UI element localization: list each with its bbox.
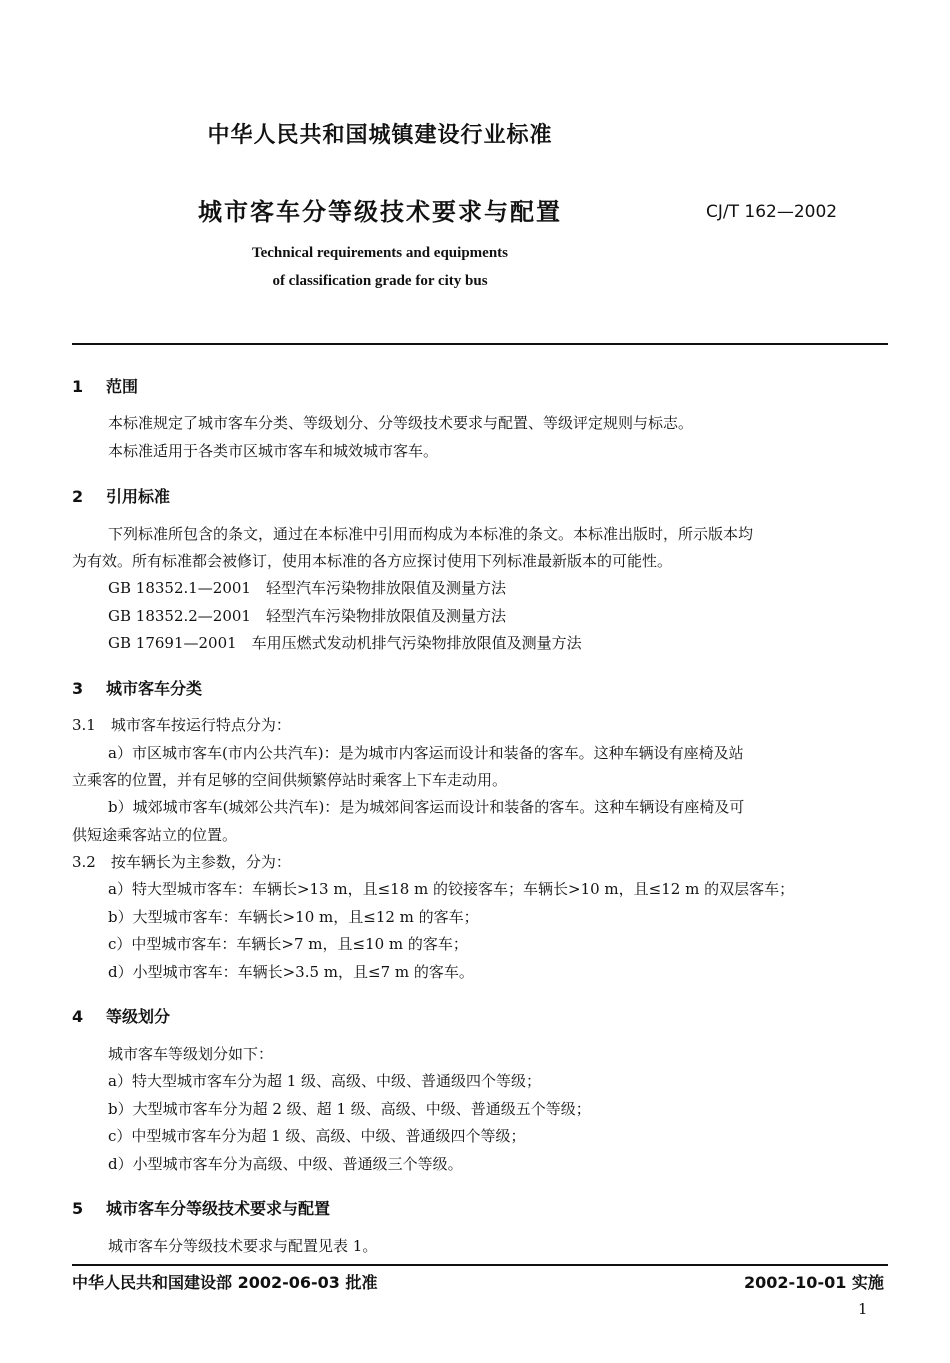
list-item: d）小型城市客车分为高级、中级、普通级三个等级。 <box>108 1155 463 1173</box>
section-4-intro: 城市客车等级划分如下： <box>108 1045 274 1063</box>
list-item: b）大型城市客车：车辆长>10 m，且≤12 m 的客车； <box>108 908 479 926</box>
clause-3-1-a-line-1: a）市区城市客车(市内公共汽车)：是为城市内客运而设计和装备的客车。这种车辆设有座椅及站 <box>108 744 744 762</box>
section-2-intro-line-2: 为有效。所有标准都会被修订，使用本标准的各方应探讨使用下列标准最新版本的可能性。 <box>72 552 673 570</box>
list-item: c）中型城市客车分为超 1 级、高级、中级、普通级四个等级； <box>108 1127 526 1145</box>
standard-code: CJ/T 162—2002 <box>706 202 838 222</box>
reference-item: GB 18352.2—2001 轻型汽车污染物排放限值及测量方法 <box>108 607 506 625</box>
clause-3-1-b-line-2: 供短途乘客站立的位置。 <box>72 826 238 844</box>
clause-3-1-b-line-1: b）城郊城市客车(城郊公共汽车)：是为城郊间客运而设计和装备的客车。这种车辆设有座椅及可 <box>108 798 745 816</box>
approval-info: 中华人民共和国建设部 2002-06-03 批准 <box>72 1273 378 1292</box>
section-3-heading: 3 城市客车分类 <box>72 679 203 698</box>
standard-category: 中华人民共和国城镇建设行业标准 <box>207 123 553 148</box>
section-1-paragraph-1: 本标准规定了城市客车分类、等级划分、分等级技术要求与配置、等级评定规则与标志。 <box>108 414 694 432</box>
clause-3-1: 3.1 城市客车按运行特点分为： <box>72 716 291 734</box>
section-1-paragraph-2: 本标准适用于各类市区城市客车和城效城市客车。 <box>108 442 439 460</box>
section-2-heading: 2 引用标准 <box>72 487 171 506</box>
list-item: a）特大型城市客车分为超 1 级、高级、中级、普通级四个等级； <box>108 1072 542 1090</box>
list-item: c）中型城市客车：车辆长>7 m，且≤10 m 的客车； <box>108 935 468 953</box>
effective-date: 2002-10-01 实施 <box>744 1273 884 1292</box>
list-item: a）特大型城市客车：车辆长>13 m，且≤18 m 的铰接客车；车辆长>10 m，且≤12 m 的双层客车； <box>108 880 795 898</box>
section-2-intro-line-1: 下列标准所包含的条文，通过在本标准中引用而构成为本标准的条文。本标准出版时，所示版本均 <box>108 525 754 543</box>
english-title-line-1: Technical requirements and equipments <box>251 245 508 261</box>
section-5-paragraph: 城市客车分等级技术要求与配置见表 1。 <box>108 1237 378 1255</box>
bottom-divider <box>72 1264 888 1266</box>
clause-3-1-a-line-2: 立乘客的位置，并有足够的空间供频繁停站时乘客上下车走动用。 <box>72 771 508 789</box>
section-5-heading: 5 城市客车分等级技术要求与配置 <box>72 1199 331 1218</box>
list-item: d）小型城市客车：车辆长>3.5 m，且≤7 m 的客车。 <box>108 963 474 981</box>
document-title: 城市客车分等级技术要求与配置 <box>198 198 562 226</box>
list-item: b）大型城市客车分为超 2 级、超 1 级、高级、中级、普通级五个等级； <box>108 1100 591 1118</box>
section-4-heading: 4 等级划分 <box>72 1007 171 1026</box>
clause-3-2: 3.2 按车辆长为主参数，分为： <box>72 853 291 871</box>
section-1-heading: 1 范围 <box>72 377 139 396</box>
page-number: 1 <box>858 1300 868 1318</box>
reference-item: GB 18352.1—2001 轻型汽车污染物排放限值及测量方法 <box>108 579 506 597</box>
reference-item: GB 17691—2001 车用压燃式发动机排气污染物排放限值及测量方法 <box>108 634 582 652</box>
top-divider <box>72 343 888 345</box>
english-title-line-2: of classification grade for city bus <box>272 273 488 289</box>
